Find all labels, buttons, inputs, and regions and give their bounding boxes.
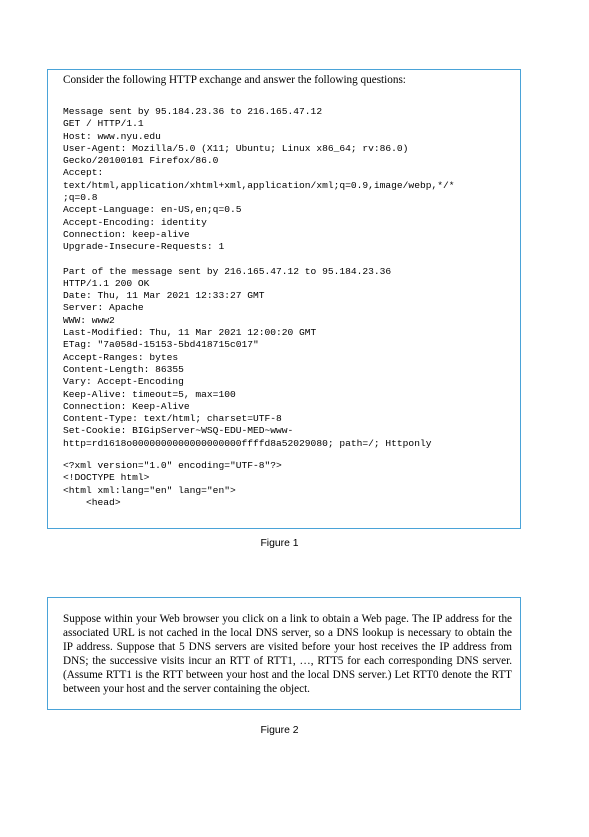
- response-line: http=rd1618o0000000000000000000ffffd8a52029080; path=/; Httponly: [63, 437, 432, 449]
- figure-1-intro: Consider the following HTTP exchange and answer the following questions:: [63, 74, 406, 86]
- response-line: Connection: Keep-Alive: [63, 400, 190, 412]
- request-line: Connection: keep-alive: [63, 228, 190, 240]
- response-body-line: <!DOCTYPE html>: [63, 472, 150, 484]
- request-line: Accept-Encoding: identity: [63, 216, 207, 228]
- response-heading: Part of the message sent by 216.165.47.12 to 95.184.23.36: [63, 265, 392, 277]
- response-line: Keep-Alive: timeout=5, max=100: [63, 388, 236, 400]
- response-body-line: <?xml version="1.0" encoding="UTF-8"?>: [63, 460, 282, 472]
- response-body-lines: [63, 460, 510, 509]
- response-body-line: <html xml:lang="en" lang="en">: [63, 484, 236, 496]
- figure-1-box: [47, 69, 521, 529]
- request-line: Accept:: [63, 167, 104, 179]
- figure-2-caption: Figure 2: [260, 725, 299, 736]
- request-heading: Message sent by 95.184.23.36 to 216.165.47.12: [63, 106, 323, 117]
- response-line: ETag: "7a058d-15153-5bd418715c017": [63, 339, 259, 351]
- request-line: Accept-Language: en-US,en;q=0.5: [63, 204, 242, 216]
- request-line: Gecko/20100101 Firefox/86.0: [63, 155, 219, 167]
- request-line: text/html,application/xhtml+xml,application/xml;q=0.9,image/webp,*/*: [63, 179, 455, 191]
- request-line: GET / HTTP/1.1: [63, 118, 144, 130]
- response-body-line: <head>: [63, 496, 121, 508]
- response-lines: [63, 278, 510, 450]
- figure-1-caption: Figure 1: [260, 538, 299, 549]
- request-line: Upgrade-Insecure-Requests: 1: [63, 241, 225, 253]
- request-line: ;q=0.8: [63, 192, 98, 204]
- response-line: Last-Modified: Thu, 11 Mar 2021 12:00:20 GMT: [63, 327, 317, 339]
- response-line: Set-Cookie: BIGipServer~WSQ-EDU-MED~www-: [63, 425, 294, 437]
- figure-2-box: [47, 597, 521, 710]
- response-line: HTTP/1.1 200 OK: [63, 277, 150, 289]
- response-line: Date: Thu, 11 Mar 2021 12:33:27 GMT: [63, 290, 265, 302]
- response-line: Server: Apache: [63, 302, 144, 314]
- response-line: Accept-Ranges: bytes: [63, 351, 179, 363]
- request-line: User-Agent: Mozilla/5.0 (X11; Ubuntu; Linux x86_64; rv:86.0): [63, 142, 409, 154]
- response-line: Content-Type: text/html; charset=UTF-8: [63, 413, 282, 425]
- request-line: Host: www.nyu.edu: [63, 130, 161, 142]
- request-lines: [63, 118, 510, 253]
- response-line: Content-Length: 86355: [63, 363, 184, 375]
- response-line: Vary: Accept-Encoding: [63, 376, 184, 388]
- response-line: WWW: www2: [63, 314, 115, 326]
- figure-2-paragraph: Suppose within your Web browser you click on a link to obtain a Web page. The IP address for the associated URL is not cached in the local DNS server, so a DNS lookup is necessary to obtain the IP address. Suppose that 5 DNS servers are visited before your host receives the IP address from DNS; the successive visits incur an RTT of RTT1, …, RTT5 for each corresponding DNS server. (Assume RTT1 is the RTT between your host and the local DNS server.) Let RTT0 denote the RTT between your host and the server containing the object.: [63, 613, 512, 696]
